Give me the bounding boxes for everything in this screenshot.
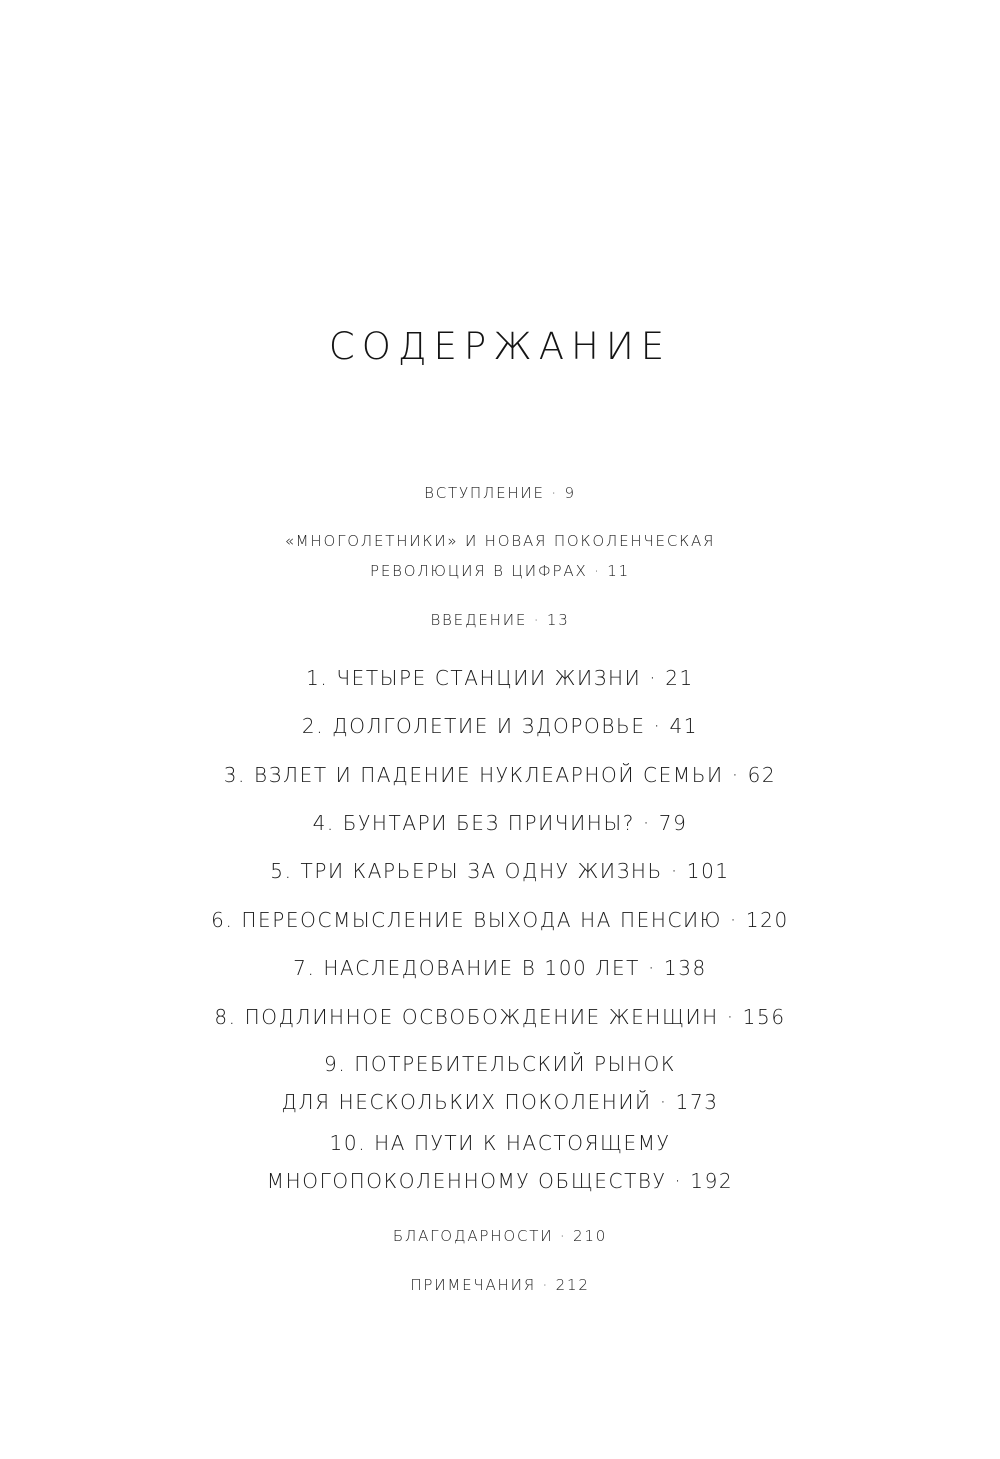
toc-entry-chapter-3 <box>60 756 940 794</box>
toc-entry-text: РЕВОЛЮЦИЯ В ЦИФРАХ · 11 <box>370 562 630 580</box>
toc-entry-text: 5. ТРИ КАРЬЕРЫ ЗА ОДНУ ЖИЗНЬ · 101 <box>270 859 730 883</box>
toc-entry-text: «МНОГОЛЕТНИКИ» И НОВАЯ ПОКОЛЕНЧЕСКАЯ <box>284 532 716 550</box>
toc-entry-introduction <box>60 605 940 635</box>
toc-entry-foreword <box>60 478 940 508</box>
toc-entry-chapter-4 <box>60 804 940 842</box>
toc-entry-text: ДЛЯ НЕСКОЛЬКИХ ПОКОЛЕНИЙ · 173 <box>281 1090 719 1114</box>
toc-entry-text: 1. ЧЕТЫРЕ СТАНЦИИ ЖИЗНИ · 21 <box>306 666 694 690</box>
toc-entry-chapter-7 <box>60 949 940 987</box>
toc-entry-chapter-5 <box>60 852 940 890</box>
toc-entry-text: МНОГОПОКОЛЕННОМУ ОБЩЕСТВУ · 192 <box>266 1169 734 1193</box>
toc-entry-text: 8. ПОДЛИННОЕ ОСВОБОЖДЕНИЕ ЖЕНЩИН · 156 <box>214 1005 786 1029</box>
toc-entry-text: 9. ПОТРЕБИТЕЛЬСКИЙ РЫНОК <box>324 1052 676 1076</box>
toc-entry-chapter-9 <box>60 1045 940 1121</box>
toc-entry-chapter-8 <box>60 998 940 1036</box>
toc-entry-text: ПРИМЕЧАНИЯ · 212 <box>410 1276 590 1294</box>
toc-entry-text: ВВЕДЕНИЕ · 13 <box>430 611 570 629</box>
toc-entry-acknowledgements <box>60 1221 940 1251</box>
toc-entry-chapter-10 <box>60 1124 940 1200</box>
toc-entry-text: 6. ПЕРЕОСМЫСЛЕНИЕ ВЫХОДА НА ПЕНСИЮ · 120 <box>211 908 789 932</box>
toc-entry-intro-figures <box>60 526 940 586</box>
toc-entry-text: 10. НА ПУТИ К НАСТОЯЩЕМУ <box>329 1131 671 1155</box>
toc-entry-notes <box>60 1270 940 1300</box>
toc-entry-chapter-2 <box>60 707 940 745</box>
toc-entry-chapter-1 <box>60 659 940 697</box>
toc-entry-text: 4. БУНТАРИ БЕЗ ПРИЧИНЫ? · 79 <box>312 811 688 835</box>
toc-entry-text: ВСТУПЛЕНИЕ · 9 <box>424 484 576 502</box>
toc-entry-text: БЛАГОДАРНОСТИ · 210 <box>392 1227 608 1245</box>
toc-entry-text: 7. НАСЛЕДОВАНИЕ В 100 ЛЕТ · 138 <box>293 956 707 980</box>
toc-entry-text: 3. ВЗЛЕТ И ПАДЕНИЕ НУКЛЕАРНОЙ СЕМЬИ · 62 <box>223 763 777 787</box>
toc-entry-chapter-6 <box>60 901 940 939</box>
page-title: СОДЕРЖАНИЕ <box>328 325 672 368</box>
toc-entry-text: 2. ДОЛГОЛЕТИЕ И ЗДОРОВЬЕ · 41 <box>301 714 699 738</box>
